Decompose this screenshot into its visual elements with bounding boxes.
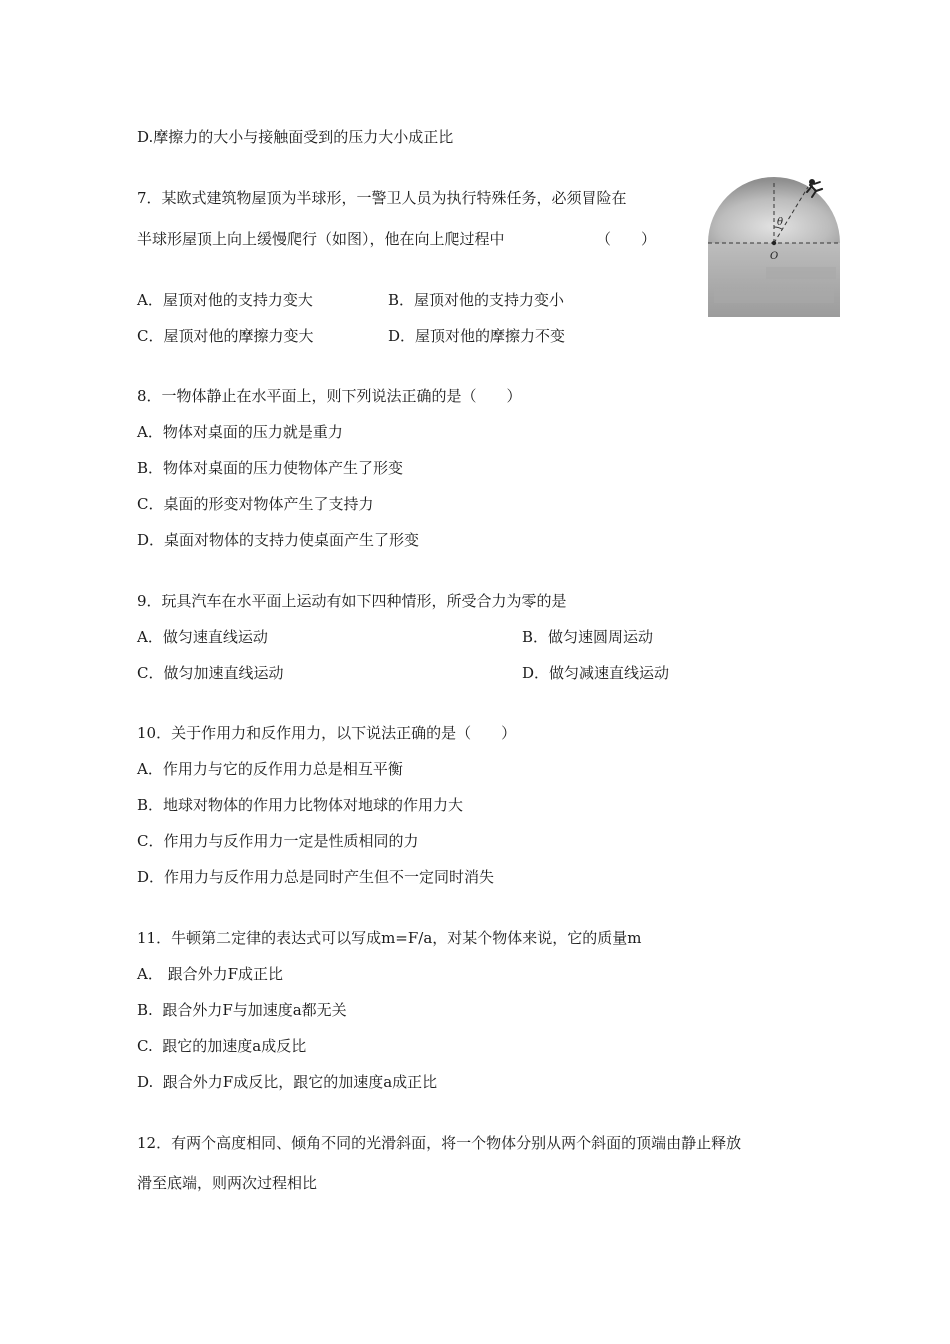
q10-option-b: B．地球对物体的作用力比物体对地球的作用力大 <box>137 796 464 814</box>
hemisphere-roof-figure <box>708 175 840 317</box>
q8-option-c: C．桌面的形变对物体产生了支持力 <box>137 495 374 513</box>
q10-option-c: C．作用力与反作用力一定是性质相同的力 <box>137 832 419 850</box>
q10-stem: 10．关于作用力和反作用力，以下说法正确的是（ ） <box>137 724 517 742</box>
q11-option-d: D. 跟合外力F成反比，跟它的加速度a成正比 <box>137 1073 438 1091</box>
q9-option-a: A．做匀速直线运动 <box>137 628 268 646</box>
q9-option-b: B．做匀速圆周运动 <box>522 628 654 646</box>
q8-option-d: D．桌面对物体的支持力使桌面产生了形变 <box>137 531 420 549</box>
q8-stem: 8．一物体静止在水平面上，则下列说法正确的是（ ） <box>137 387 522 405</box>
q6-option-d: D.摩擦力的大小与接触面受到的压力大小成正比 <box>137 128 454 146</box>
q9-option-c: C．做匀加速直线运动 <box>137 664 284 682</box>
q10-option-a: A．作用力与它的反作用力总是相互平衡 <box>137 760 403 778</box>
theta-label: θ <box>777 217 784 228</box>
q11-option-b: B. 跟合外力F与加速度a都无关 <box>137 1001 347 1019</box>
q7-stem-line1: 7．某欧式建筑物屋顶为半球形，一警卫人员为执行特殊任务，必须冒险在 <box>137 189 627 207</box>
center-o-label: O <box>770 251 779 262</box>
q8-option-b: B．物体对桌面的压力使物体产生了形变 <box>137 459 404 477</box>
q7-option-a: A．屋顶对他的支持力变大 <box>137 291 313 309</box>
q7-option-b: B．屋顶对他的支持力变小 <box>388 291 565 309</box>
center-point <box>772 241 776 245</box>
q9-option-d: D．做匀减速直线运动 <box>522 664 670 682</box>
q7-option-d: D．屋顶对他的摩擦力不变 <box>388 327 566 345</box>
q7-answer-paren: （ ） <box>596 230 657 248</box>
q12-stem-line2: 滑至底端，则两次过程相比 <box>137 1174 318 1192</box>
q11-option-a: A． 跟合外力F成正比 <box>137 965 284 983</box>
q9-stem: 9．玩具汽车在水平面上运动有如下四种情形，所受合力为零的是 <box>137 592 567 610</box>
q11-stem: 11．牛顿第二定律的表达式可以写成m=F/a，对某个物体来说，它的质量m <box>137 929 642 947</box>
q7-stem-line2: 半球形屋顶上向上缓慢爬行（如图），他在向上爬过程中 <box>137 230 505 248</box>
q10-option-d: D．作用力与反作用力总是同时产生但不一定同时消失 <box>137 868 495 886</box>
q12-stem-line1: 12．有两个高度相同、倾角不同的光滑斜面，将一个物体分别从两个斜面的顶端由静止释放 <box>137 1134 742 1152</box>
q8-option-a: A．物体对桌面的压力就是重力 <box>137 423 343 441</box>
q7-option-c: C．屋顶对他的摩擦力变大 <box>137 327 314 345</box>
q11-option-c: C. 跟它的加速度a成反比 <box>137 1037 307 1055</box>
